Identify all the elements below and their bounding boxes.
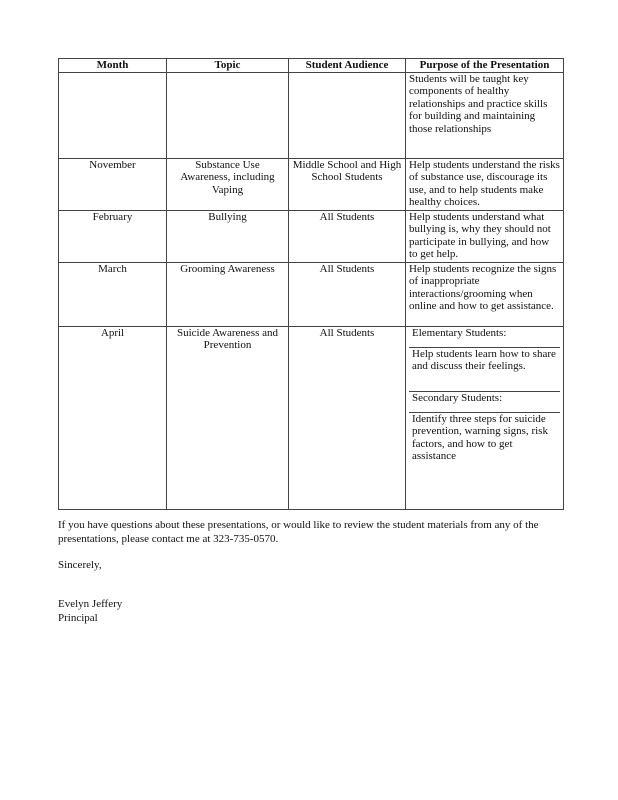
cell-topic: Grooming Awareness [167, 263, 289, 327]
cell-purpose: Help students recognize the signs of inappropriate interactions/grooming when online and how to get assistance. [406, 263, 564, 327]
cell-purpose: Help students understand the risks of substance use, discourage its use, and to help students make healthy choices. [406, 159, 564, 211]
cell-purpose: Help students understand what bullying is, why they should not participate in bullying, and how to get help. [406, 211, 564, 263]
presentation-schedule-table [58, 58, 564, 510]
table-row [59, 159, 564, 211]
cell-month: March [59, 263, 167, 327]
purpose-elementary-text: Help students learn how to share and discuss their feelings. [409, 348, 560, 392]
purpose-secondary-text: Identify three steps for suicide prevention, warning signs, risk factors, and how to get assistance [412, 413, 548, 463]
header-month: Month [59, 59, 167, 73]
signature-block [58, 598, 122, 625]
table-row [59, 327, 564, 510]
table-row [59, 211, 564, 263]
cell-purpose: Students will be taught key components of healthy relationships and practice skills for building and maintaining those relationships [406, 73, 564, 159]
signer-title: Principal [58, 611, 98, 624]
closing-paragraph: If you have questions about these presentations, or would like to review the student materials from any of the presentations, please contact me at 323-735-0570. [58, 519, 539, 545]
cell-topic: Bullying [167, 211, 289, 263]
cell-month: April [59, 327, 167, 510]
signer-name: Evelyn Jeffery [58, 598, 123, 610]
header-student-audience: Student Audience [289, 59, 406, 73]
purpose-elementary-heading: Elementary Students: [409, 327, 560, 348]
cell-topic [167, 73, 289, 159]
cell-month: February [59, 211, 167, 263]
cell-topic: Substance Use Awareness, including Vaping [167, 159, 289, 211]
cell-audience [289, 73, 406, 159]
cell-month: November [59, 159, 167, 211]
header-topic: Topic [167, 59, 289, 73]
header-purpose: Purpose of the Presentation [406, 59, 564, 73]
table-row [59, 263, 564, 327]
table-header-row [59, 59, 564, 73]
cell-topic: Suicide Awareness and Prevention [167, 327, 289, 510]
cell-audience: All Students [289, 211, 406, 263]
cell-purpose-split [406, 327, 564, 510]
cell-audience: All Students [289, 327, 406, 510]
cell-audience: All Students [289, 263, 406, 327]
sign-off: Sincerely, [58, 559, 102, 571]
cell-audience: Middle School and High School Students [289, 159, 406, 211]
cell-month [59, 73, 167, 159]
purpose-secondary-heading: Secondary Students: [409, 392, 560, 413]
table-row [59, 73, 564, 159]
